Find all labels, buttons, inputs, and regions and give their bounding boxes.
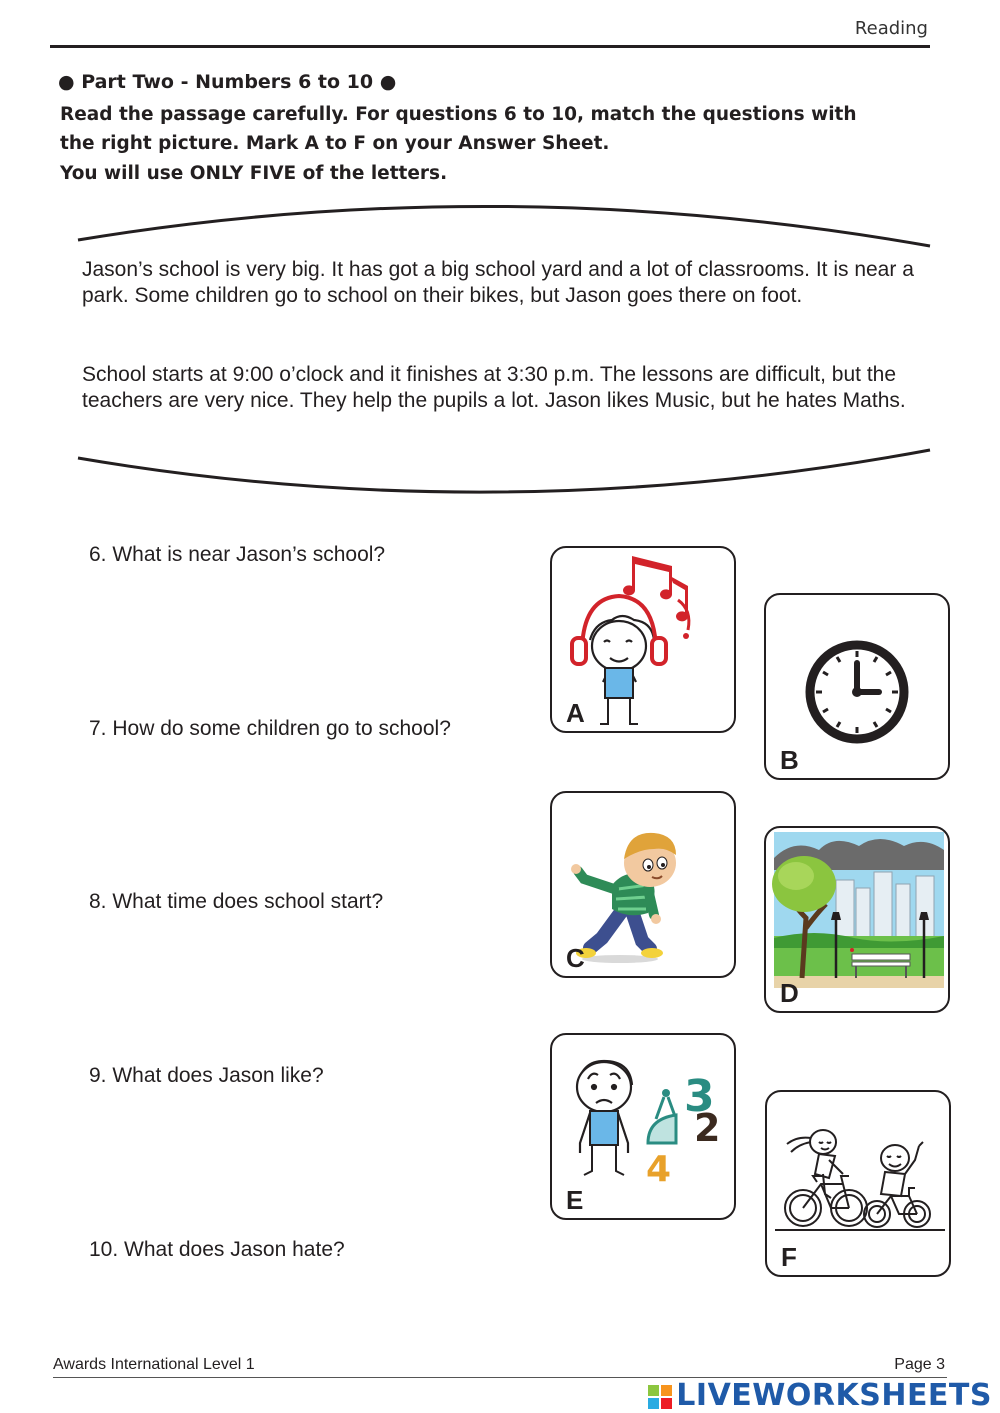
picture-letter-d: D	[780, 978, 799, 1008]
footer-level-label: Awards International Level 1	[53, 1356, 255, 1373]
question-6: 6. What is near Jason’s school?	[89, 543, 386, 566]
picture-letter-b: B	[780, 745, 799, 775]
liveworksheets-logo[interactable]	[648, 1378, 992, 1413]
brand-grid-icon	[648, 1385, 672, 1409]
brand-name: LIVEWORKSHEETS	[676, 1378, 992, 1413]
passage-paragraph-2: School starts at 9:00 o’clock and it finishes at 3:30 p.m. The lessons are difficult, but the teachers are very nice. They help the pupils a lot. Jason likes Music, but he hates Maths.	[82, 363, 906, 412]
picture-card-e	[550, 1033, 736, 1220]
part-title: ● Part Two - Numbers 6 to 10 ●	[58, 71, 397, 93]
maths-digit-4: 4	[646, 1149, 672, 1190]
question-8: 8. What time does school start?	[89, 890, 384, 913]
picture-card-a	[550, 546, 736, 733]
picture-card-c	[550, 791, 736, 978]
picture-letter-a: A	[566, 698, 585, 728]
instruction-line-2: the right picture. Mark A to F on your Answer Sheet.	[60, 133, 610, 154]
maths-digit-2: 2	[694, 1106, 721, 1150]
passage-paragraph-1: Jason’s school is very big. It has got a big school yard and a lot of classrooms. It is near a park. Some children go to school on their bikes, but Jason goes there on foot.	[82, 258, 914, 307]
picture-letter-e: E	[566, 1185, 584, 1215]
instruction-line-1: Read the passage carefully. For questions 6 to 10, match the questions with	[60, 104, 857, 125]
picture-card-d	[764, 826, 950, 1013]
picture-card-f	[765, 1090, 951, 1277]
picture-card-b	[764, 593, 950, 780]
question-10: 10. What does Jason hate?	[89, 1238, 345, 1261]
picture-letter-c: C	[566, 943, 585, 973]
header-label: Reading	[854, 18, 928, 39]
question-7: 7. How do some children go to school?	[89, 717, 451, 740]
picture-letter-f: F	[781, 1242, 797, 1272]
footer-page-number: Page 3	[894, 1356, 945, 1373]
instruction-line-3: You will use ONLY FIVE of the letters.	[60, 163, 448, 184]
question-9: 9. What does Jason like?	[89, 1064, 324, 1087]
maths-digit-3: 3	[684, 1071, 715, 1122]
